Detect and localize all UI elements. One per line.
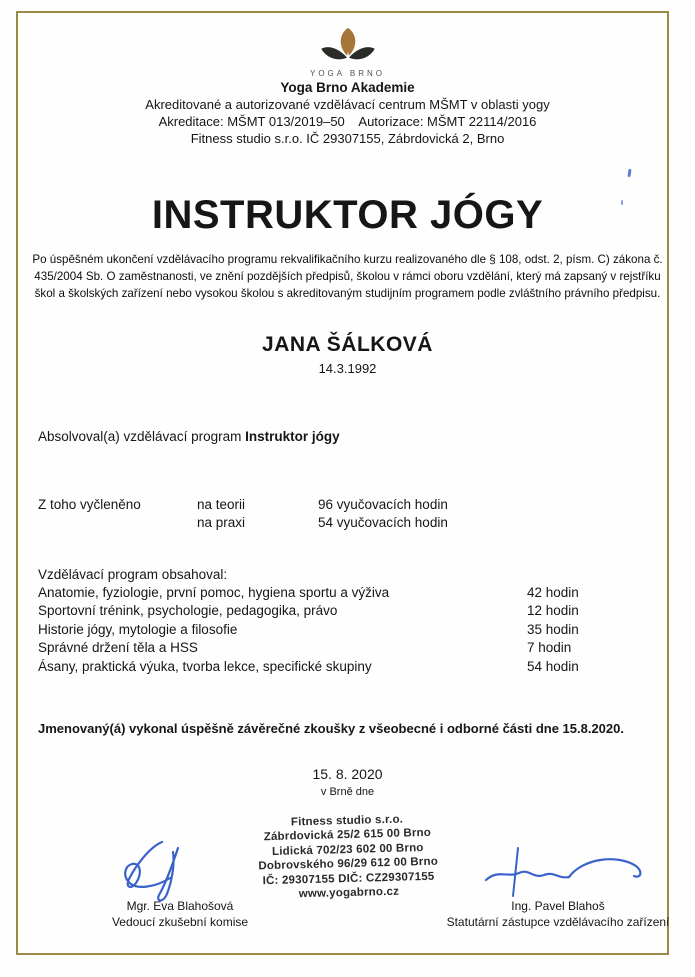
hours-cell: 35 hodin [527,621,579,637]
issue-place-label: v Brně dne [320,786,375,798]
hours-cell: 12 hodin [527,603,579,619]
allocation-theory-hours: 96 vyučovacích hodin [318,497,448,512]
table-row [38,659,638,677]
pen-mark [627,169,631,177]
subject-cell: Správné držení těla a HSS [38,640,198,656]
allocation-practice-hours: 54 vyučovacích hodin [318,515,448,530]
table-row [38,585,638,603]
stamp-line: www.yogabrno.cz [298,885,399,901]
subject-cell: Anatomie, fyziologie, první pomoc, hygiena sportu a výživa [38,585,390,600]
signatory-left-role: Vedoucí zkušební komise [111,915,249,929]
certificate-title: INSTRUKTOR JÓGY [151,193,544,237]
signatory-right-role: Statutární zástupce vzdělávacího zařízení [446,915,670,929]
allocation-label: Z toho vyčleněno [38,497,141,512]
contents-table [38,585,638,677]
stamp-line: Zábrdovická 25/2 615 00 Brno [263,827,431,844]
logo-wordmark: YOGA BRNO [309,69,385,78]
completed-label: Absolvoval(a) vzdělávací program [38,429,242,444]
recipient-name: JANA ŠÁLKOVÁ [262,333,433,356]
accreditation-text: Akreditace: MŠMT 013/2019–50 [158,114,345,129]
table-row [38,640,638,658]
allocation-theory-label: na teorii [197,497,246,512]
subject-cell: Historie jógy, mytologie a filosofie [38,621,238,637]
yoga-brno-logo [0,26,695,73]
table-row [38,622,638,640]
subject-cell: Ásany, praktická výuka, tvorba lekce, specifické skupiny [38,658,372,674]
table-row [38,603,638,621]
contents-label: Vzdělávací program obsahoval: [38,567,228,582]
hours-cell: 54 hodin [527,658,579,674]
hours-cell: 7 hodin [527,640,572,656]
signatory-right-name: Ing. Pavel Blahoš [511,899,605,913]
organization-name: Yoga Brno Akademie [280,80,415,95]
subject-cell: Sportovní trénink, psychologie, pedagogika, právo [38,603,338,619]
stamp-line: Fitness studio s.r.o. [290,813,403,829]
signatory-left-name: Mgr. Eva Blahošová [126,899,234,913]
exam-statement: Jmenovaný(á) vykonal úspěšně závěrečné zkoušky z všeobecné i odborné části dne 15.8.2020. [38,721,624,736]
recipient-birth-date: 14.3.1992 [318,361,377,376]
lotus-icon [319,26,377,68]
authorization-text: Autorizace: MŠMT 22114/2016 [358,114,537,129]
stamp-line: IČ: 29307155 DIČ: CZ29307155 [262,870,435,887]
header-subtitle: Akreditované a autorizované vzdělávací centrum MŠMT v oblasti yogy [145,97,550,112]
legal-intro-paragraph: Po úspěšném ukončení vzdělávacího programu rekvalifikačního kurzu realizovaného dle § 108, odst. 2, písm. C) zákona č. 435/2004 Sb. O zaměstnanosti, ve znění pozdějších předpisů, školou v rámci oboru vzdělání, který má zapsaný v rejstříku škol a školských zařízení nebo vysokou školou s akreditovaným studijním programem podle zvláštního právního předpisu. [32,253,663,300]
company-stamp [257,812,439,903]
completed-program-line [38,429,340,444]
hours-cell: 42 hodin [527,585,579,600]
header-company-line: Fitness studio s.r.o. IČ 29307155, Zábrdovická 2, Brno [190,131,505,146]
issue-date: 15. 8. 2020 [312,766,383,782]
stamp-line: Lidická 702/23 602 00 Brno [271,841,424,858]
header-accreditation-line [0,114,695,129]
completed-program-name: Instruktor jógy [245,429,340,444]
stamp-line: Dobrovského 96/29 612 00 Brno [257,855,438,873]
allocation-practice-label: na praxi [197,515,246,530]
signature-left-icon [100,838,210,906]
